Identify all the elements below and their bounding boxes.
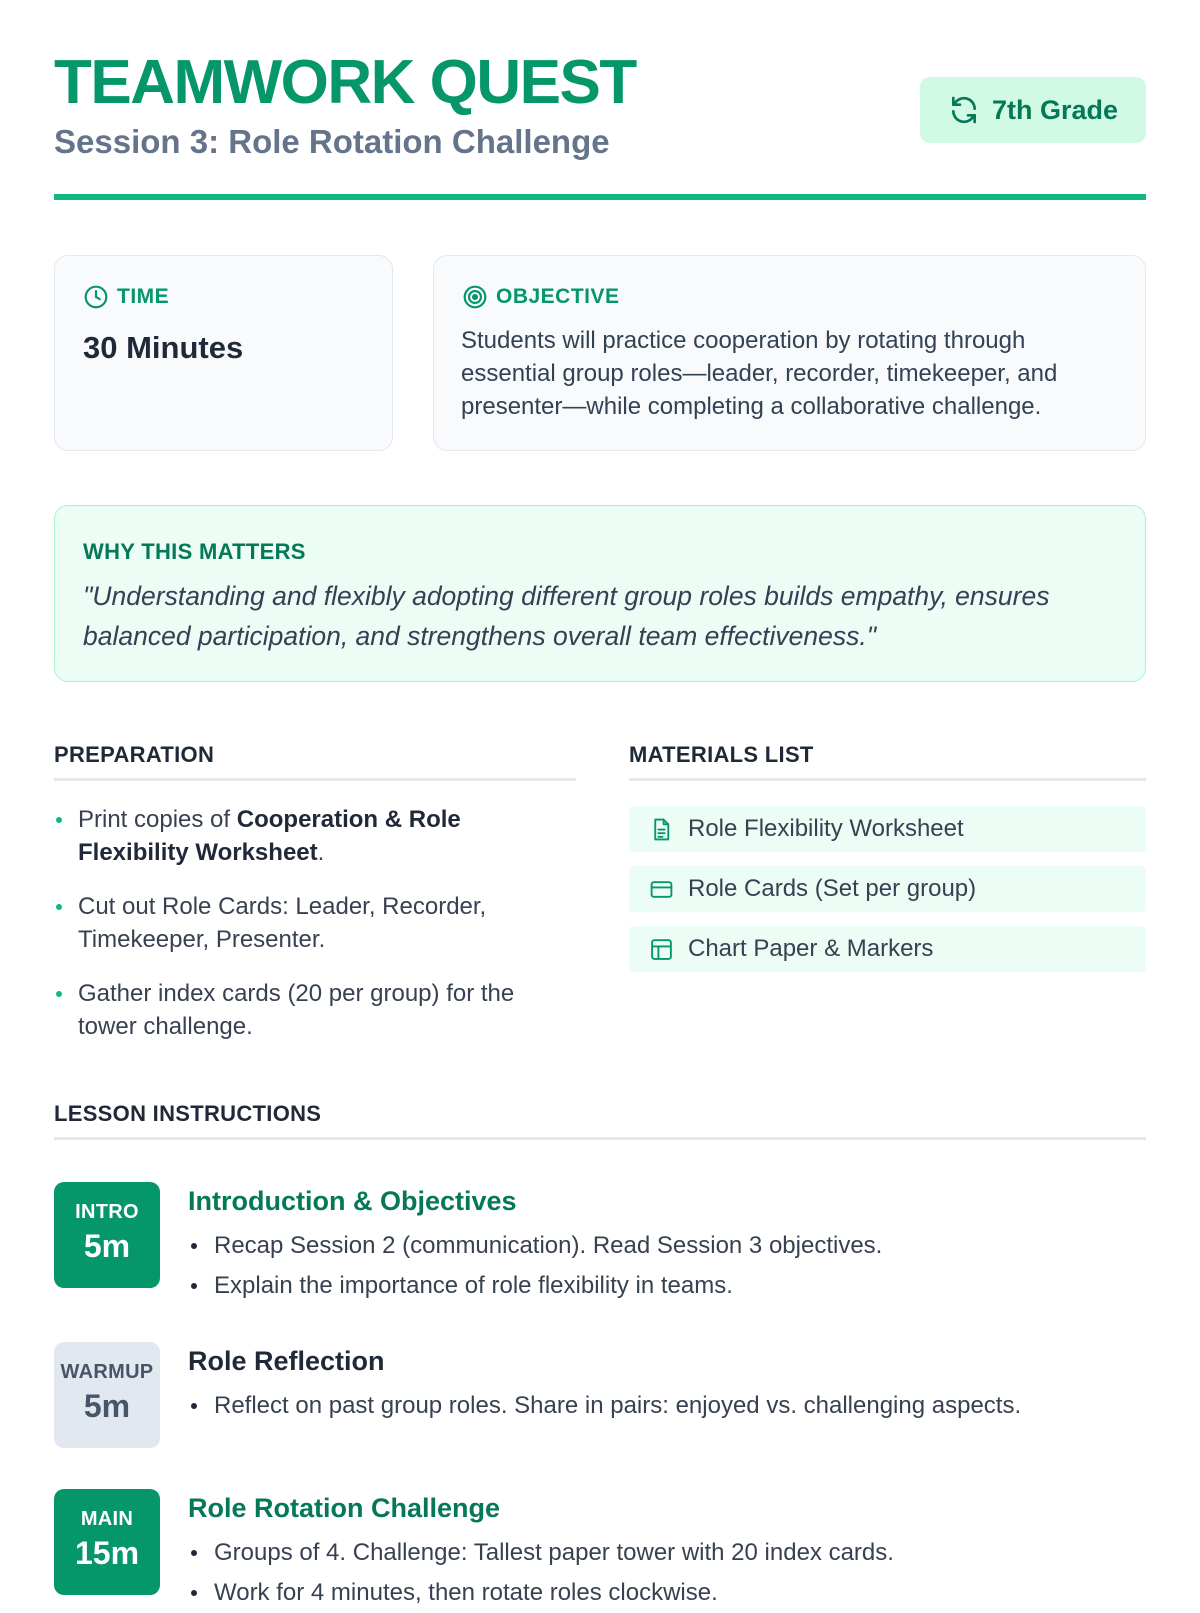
step-bullets — [188, 1226, 1146, 1306]
preparation-heading: PREPARATION — [54, 742, 215, 767]
list-item — [54, 803, 554, 869]
lesson-step-intro — [54, 1182, 1146, 1302]
material-label: Role Flexibility Worksheet — [688, 815, 964, 842]
materials-divider — [629, 778, 1146, 781]
why-quote: "Understanding and flexibly adopting different group roles builds empathy, ensures balanced participation, and strengthens overall team effectiveness." — [83, 581, 1050, 651]
card-icon — [649, 877, 674, 902]
page-title: TEAMWORK QUEST — [54, 48, 636, 117]
step-title: Role Rotation Challenge — [188, 1493, 501, 1523]
step-bullets — [188, 1386, 1146, 1426]
lesson-step-warmup — [54, 1342, 1146, 1452]
why-label: WHY THIS MATTERS — [83, 539, 306, 564]
step-bullets — [188, 1533, 1146, 1613]
step-badge — [54, 1489, 160, 1595]
prep-item-bold: Cooperation & Role Flexibility Worksheet — [78, 806, 461, 866]
step-duration: 15m — [74, 1535, 140, 1571]
step-title: Role Reflection — [188, 1346, 385, 1376]
session-subtitle: Session 3: Role Rotation Challenge — [54, 123, 610, 160]
info-row — [54, 255, 1146, 451]
step-duration: 5m — [83, 1388, 131, 1424]
preparation-divider — [54, 778, 576, 781]
material-label: Role Cards (Set per group) — [688, 875, 977, 902]
time-label-text: TIME — [117, 285, 170, 308]
list-item: Reflect on past group roles. Share in pairs: enjoyed vs. challenging aspects. — [188, 1386, 1146, 1426]
objective-label — [462, 284, 620, 310]
grade-badge — [920, 77, 1146, 143]
lesson-step-main — [54, 1489, 1146, 1606]
list-item: Work for 4 minutes, then rotate roles clockwise. — [188, 1573, 1146, 1613]
time-label — [83, 284, 169, 310]
list-item: Recap Session 2 (communication). Read Session 3 objectives. — [188, 1226, 1146, 1266]
target-icon — [462, 284, 488, 310]
objective-card — [433, 255, 1146, 451]
objective-label-text: OBJECTIVE — [496, 285, 620, 308]
step-tag: MAIN — [80, 1508, 134, 1530]
refresh-icon — [948, 94, 980, 126]
list-item: Gather index cards (20 per group) for the tower challenge. — [54, 977, 554, 1043]
why-this-matters-box — [54, 505, 1146, 682]
step-badge — [54, 1342, 160, 1448]
objective-text: Students will practice cooperation by rotating through essential group roles—leader, recorder, timekeeper, and presenter—while completing a collaborative challenge. — [461, 327, 1058, 420]
document-icon — [649, 817, 674, 842]
material-item — [629, 866, 1146, 912]
layout-icon — [649, 937, 674, 962]
lesson-divider — [54, 1137, 1146, 1140]
clock-icon — [83, 284, 109, 310]
preparation-list — [54, 803, 554, 1064]
time-value: 30 Minutes — [83, 330, 244, 365]
page-header — [54, 0, 1146, 200]
materials-heading: MATERIALS LIST — [629, 742, 814, 767]
materials-list — [629, 806, 1146, 986]
step-tag: WARMUP — [60, 1361, 154, 1383]
step-badge — [54, 1182, 160, 1288]
step-duration: 5m — [83, 1228, 131, 1264]
lesson-heading: LESSON INSTRUCTIONS — [54, 1101, 322, 1126]
list-item: Cut out Role Cards: Leader, Recorder, Timekeeper, Presenter. — [54, 890, 554, 956]
material-label: Chart Paper & Markers — [688, 935, 934, 962]
list-item: Groups of 4. Challenge: Tallest paper tower with 20 index cards. — [188, 1533, 1146, 1573]
material-item — [629, 806, 1146, 852]
list-item: Explain the importance of role flexibility in teams. — [188, 1266, 1146, 1306]
step-title: Introduction & Objectives — [188, 1186, 517, 1216]
material-item — [629, 926, 1146, 972]
prep-item-text-end: . — [317, 839, 325, 866]
grade-label: 7th Grade — [991, 94, 1119, 125]
prep-item-text: Print copies of — [78, 806, 237, 833]
step-tag: INTRO — [75, 1201, 139, 1223]
time-card — [54, 255, 393, 451]
